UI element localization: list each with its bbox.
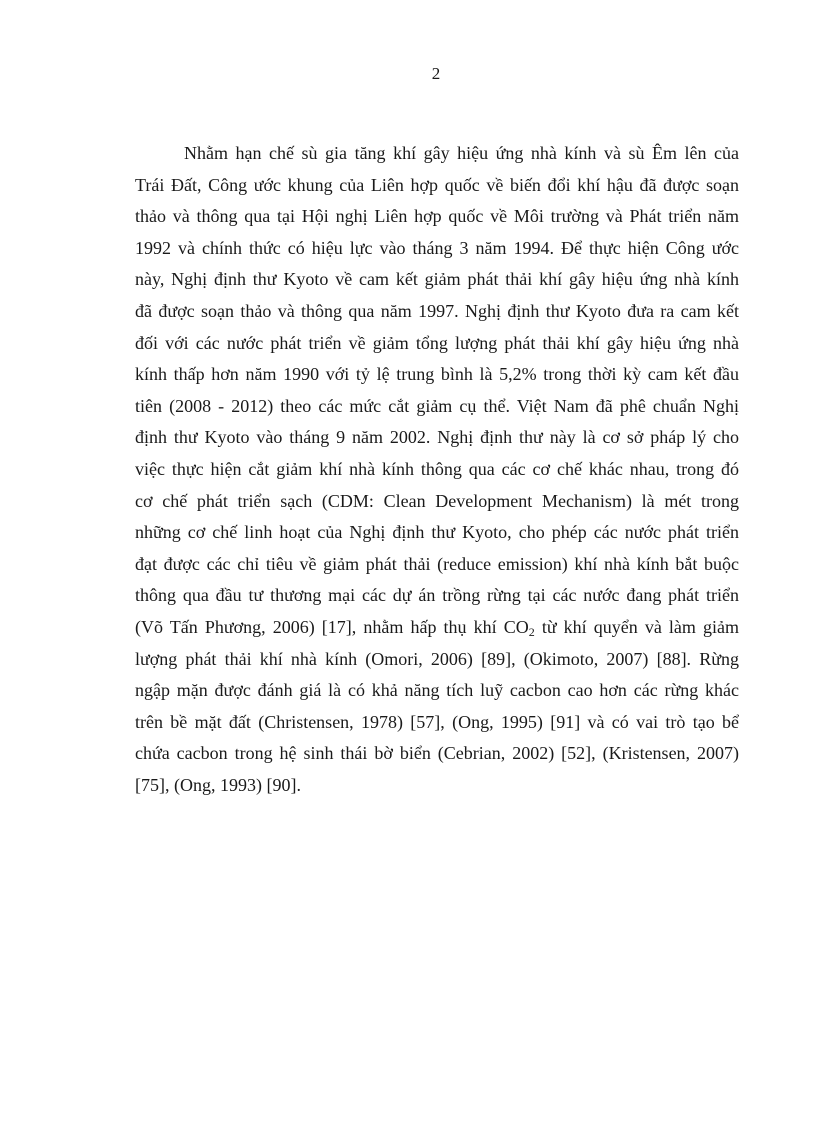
paragraph-line: kính thấp hơn năm 1990 với tỷ lệ trung bình là 5,2% trong thời kỳ cam kết đầu xyxy=(135,364,739,385)
paragraph-line: lượng phát thải khí nhà kính (Omori, 2006) [89], (Okimoto, 2007) [88]. Rừng xyxy=(135,648,739,669)
paragraph-line: ngập mặn được đánh giá là có khả năng tích luỹ cacbon cao hơn các rừng khác xyxy=(135,680,739,701)
paragraph-line: cơ chế phát triển sạch (CDM: Clean Development Mechanism) là mét trong xyxy=(135,490,739,511)
paragraph-line: định thư Kyoto vào tháng 9 năm 2002. Nghị định thư này là cơ sở pháp lý cho xyxy=(135,427,739,448)
paragraph-line: đã được soạn thảo và thông qua năm 1997. Nghị định thư Kyoto đưa ra cam kết xyxy=(135,300,739,321)
paragraph-line: trên bề mặt đất (Christensen, 1978) [57], (Ong, 1995) [91] và có vai trò tạo bể xyxy=(135,711,739,732)
co2-line-after: từ khí quyển và làm giảm xyxy=(534,616,740,637)
paragraph-line: thông qua đầu tư thương mại các dự án trồng rừng tại các nước đang phát triển xyxy=(135,585,739,606)
paragraph-line: thảo và thông qua tại Hội nghị Liên hợp quốc về Môi trường và Phát triển năm xyxy=(135,206,739,227)
paragraph-line: tiên (2008 - 2012) theo các mức cắt giảm cụ thể. Việt Nam đã phê chuẩn Nghị xyxy=(135,395,739,416)
paragraph-line: những cơ chế linh hoạt của Nghị định thư Kyoto, cho phép các nước phát triển xyxy=(135,522,739,543)
page-number: 2 xyxy=(431,64,441,83)
paragraph-line: 1992 và chính thức có hiệu lực vào tháng 3 năm 1994. Để thực hiện Công ước xyxy=(135,237,739,258)
paragraph-line: này, Nghị định thư Kyoto về cam kết giảm phát thải khí gây hiệu ứng nhà kính xyxy=(135,269,739,290)
paragraph-line-co2 xyxy=(135,612,739,644)
paragraph-line: việc thực hiện cắt giảm khí nhà kính thông qua các cơ chế khác nhau, trong đó xyxy=(135,458,739,479)
paragraph-line: Nhằm hạn chế sù gia tăng khí gây hiệu ứng nhà kính và sù Êm lên của xyxy=(184,143,739,163)
paragraph-line: chứa cacbon trong hệ sinh thái bờ biển (Cebrian, 2002) [52], (Kristensen, 2007) xyxy=(135,743,739,764)
co2-line-before: (Võ Tấn Phương, 2006) [17], nhằm hấp thụ khí CO xyxy=(135,616,529,637)
body-paragraph xyxy=(135,138,739,801)
paragraph-line: [75], (Ong, 1993) [90]. xyxy=(135,774,301,795)
co2-subscript: 2 xyxy=(528,624,535,639)
paragraph-line: Trái Đất, Công ước khung của Liên hợp quốc về biến đổi khí hậu đã được soạn xyxy=(135,174,739,195)
paragraph-line: đối với các nước phát triển về giảm tổng lượng phát thải khí gây hiệu ứng nhà xyxy=(135,332,739,353)
paragraph-line: đạt được các chỉ tiêu về giảm phát thải (reduce emission) khí nhà kính bắt buộc xyxy=(135,553,739,574)
